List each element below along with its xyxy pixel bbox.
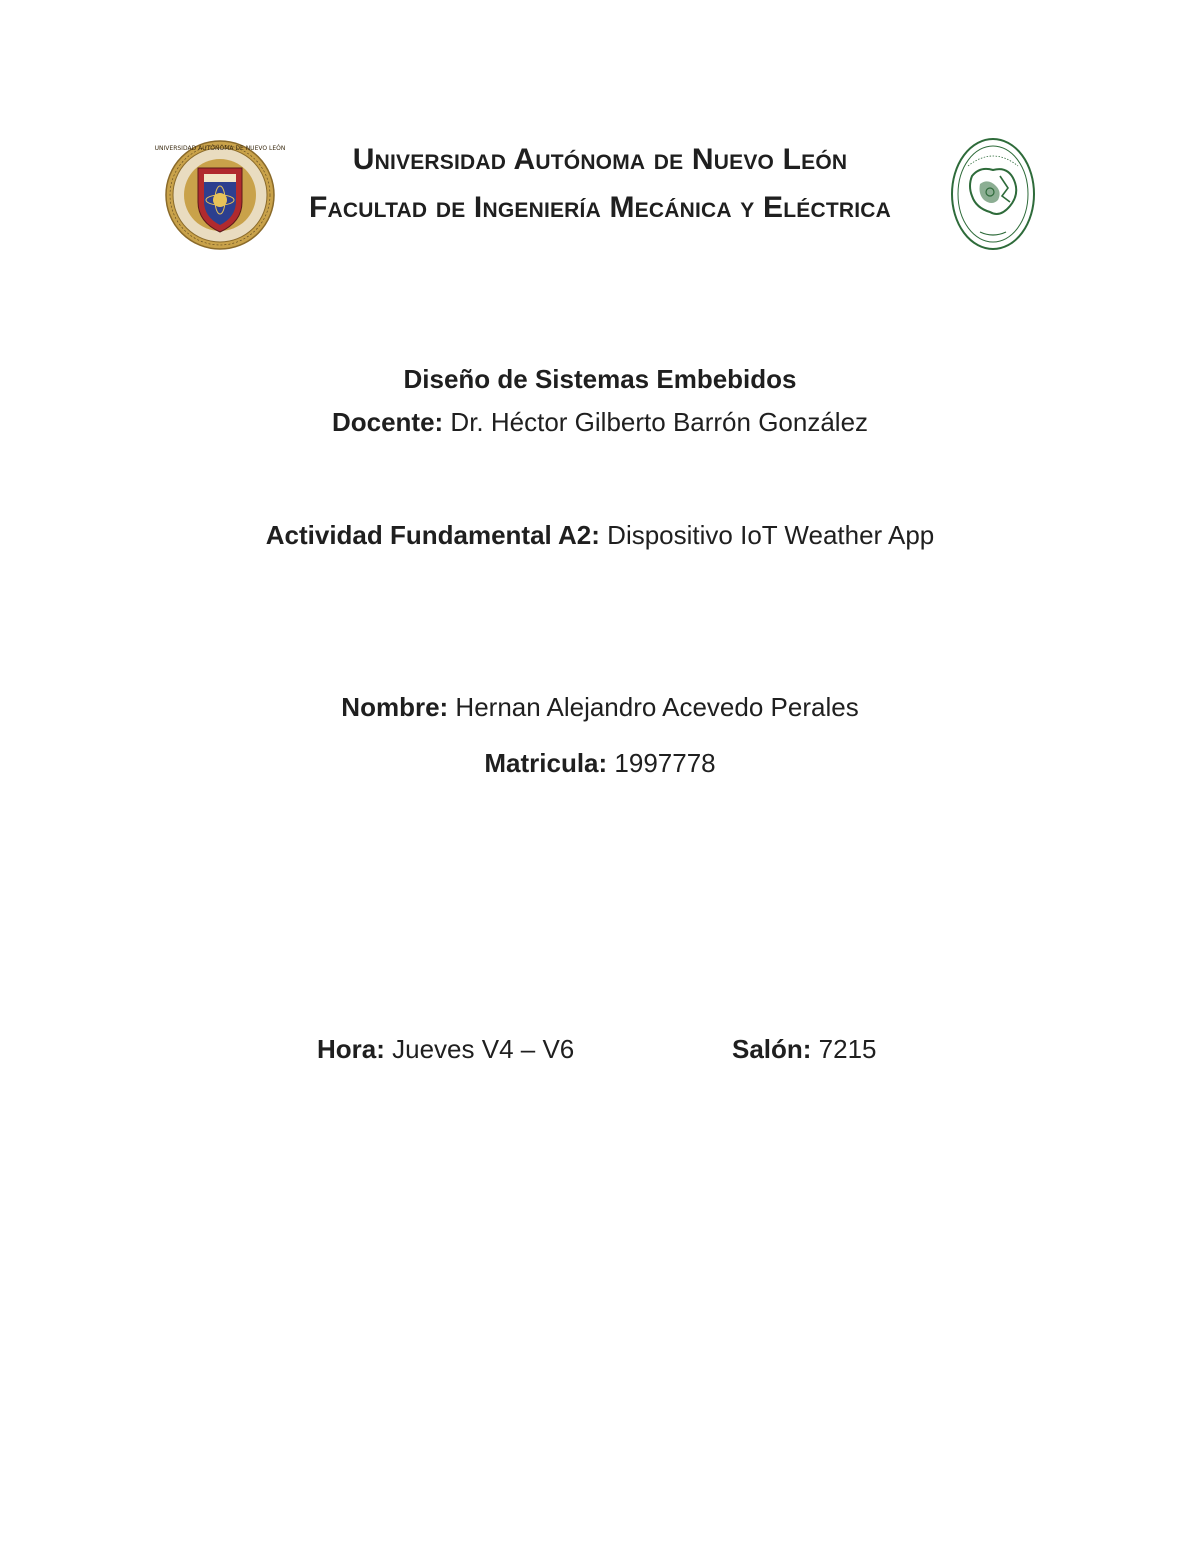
student-id-value: 1997778 [607, 748, 716, 778]
schedule-hora [317, 1034, 574, 1065]
activity-label: Actividad Fundamental A2: [265, 520, 600, 550]
student-name-label: Nombre: [341, 692, 449, 722]
student-id-label: Matricula: [484, 748, 608, 778]
student-id-line [0, 748, 1200, 779]
salon-value: 7215 [811, 1034, 877, 1064]
student-name-value: Hernan Alejandro Acevedo Perales [448, 692, 859, 722]
teacher-line [0, 407, 1200, 438]
teacher-label: Docente: [331, 407, 444, 437]
activity-line [0, 520, 1200, 551]
course-title: Diseño de Sistemas Embebidos [403, 364, 797, 394]
salon-label: Salón: [732, 1034, 812, 1064]
faculty-name: Facultad de Ingeniería Mecánica y Eléctrica [309, 191, 891, 224]
activity-value: Dispositivo IoT Weather App [599, 520, 935, 550]
university-name: Universidad Autónoma de Nuevo León [352, 143, 848, 176]
uanl-seal-text: UNIVERSIDAD AUTÓNOMA DE NUEVO LEÓN [154, 145, 286, 152]
hora-value: Jueves V4 – V6 [384, 1034, 575, 1064]
student-name-line [0, 692, 1200, 723]
teacher-value: Dr. Héctor Gilberto Barrón González [443, 407, 869, 437]
hora-label: Hora: [317, 1034, 385, 1064]
schedule-salon [732, 1034, 877, 1065]
